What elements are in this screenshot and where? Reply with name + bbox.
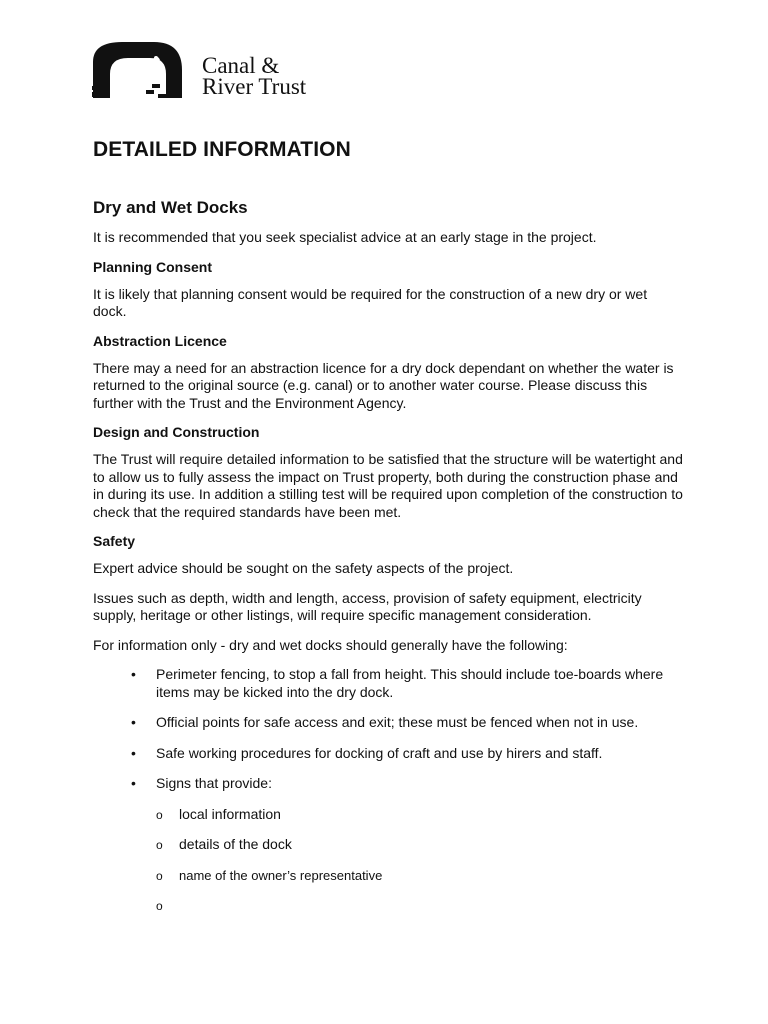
section-title: Dry and Wet Docks <box>93 198 248 217</box>
safety-paragraph-3: For information only - dry and wet docks should generally have the following: <box>93 636 568 653</box>
bullet-icon: • <box>131 666 136 682</box>
sub-list-item-text: name of the owner’s representative <box>179 867 383 883</box>
signs-sublist <box>156 805 683 913</box>
swan-logo-icon <box>92 40 184 100</box>
list-item-text: Signs that provide: <box>156 775 272 791</box>
sub-list-item <box>156 806 683 824</box>
logo-line-2: River Trust <box>202 74 307 99</box>
circle-bullet-icon: o <box>156 868 163 883</box>
bullet-icon: • <box>131 714 136 730</box>
planning-paragraph: It is likely that planning consent would be required for the construction of a new dry or wet dock. <box>93 285 648 319</box>
design-heading: Design and Construction <box>93 424 260 440</box>
safety-paragraph-1: Expert advice should be sought on the safety aspects of the project. <box>93 560 514 576</box>
canal-river-trust-logo <box>92 40 332 102</box>
list-item-text: Perimeter fencing, to stop a fall from height. This should include toe-boards where items may be kicked into the dry dock. <box>156 666 664 700</box>
list-item <box>93 775 683 913</box>
design-paragraph: The Trust will require detailed information to be satisfied that the structure will be watertight and to allow us to fully assess the impact on Trust property, both during the construction phase and in during its use. In addition a stilling test will be required upon completion of the construction to check that the required standards have been met. <box>93 451 683 520</box>
bullet-icon: • <box>131 744 136 761</box>
planning-heading: Planning Consent <box>93 258 212 275</box>
list-item <box>93 714 683 732</box>
safety-paragraph-2: Issues such as depth, width and length, access, provision of safety equipment, electricity supply, heritage or other listings, will require specific management consideration. <box>93 589 642 623</box>
safety-heading: Safety <box>93 533 136 549</box>
circle-bullet-icon: o <box>156 838 163 852</box>
sub-list-item <box>156 867 683 885</box>
circle-bullet-icon: o <box>156 807 163 822</box>
list-item <box>93 666 683 701</box>
sub-list-item-text: local information <box>179 805 281 822</box>
logo-line-1: Canal & <box>202 53 280 78</box>
sub-list-item <box>156 836 683 854</box>
intro-paragraph: It is recommended that you seek specialist advice at an early stage in the project. <box>93 229 597 245</box>
logo-wordmark <box>202 55 306 97</box>
sub-list-item-text: details of the dock <box>179 836 292 852</box>
list-item-text: Safe working procedures for docking of craft and use by hirers and staff. <box>156 744 603 761</box>
requirements-list <box>93 666 683 913</box>
abstraction-heading: Abstraction Licence <box>93 332 227 349</box>
document-body <box>93 138 683 913</box>
list-item <box>93 745 683 763</box>
page-title: DETAILED INFORMATION <box>93 138 351 161</box>
list-item-text: Official points for safe access and exit; these must be fenced when not in use. <box>156 714 639 730</box>
bullet-icon: • <box>131 775 136 791</box>
circle-bullet-icon: o <box>156 899 163 913</box>
abstraction-paragraph: There may a need for an abstraction licence for a dry dock dependant on whether the water is returned to the original source (e.g. canal) or to another water course. Please discuss this further with the Trust and the Environment Agency. <box>93 359 674 411</box>
